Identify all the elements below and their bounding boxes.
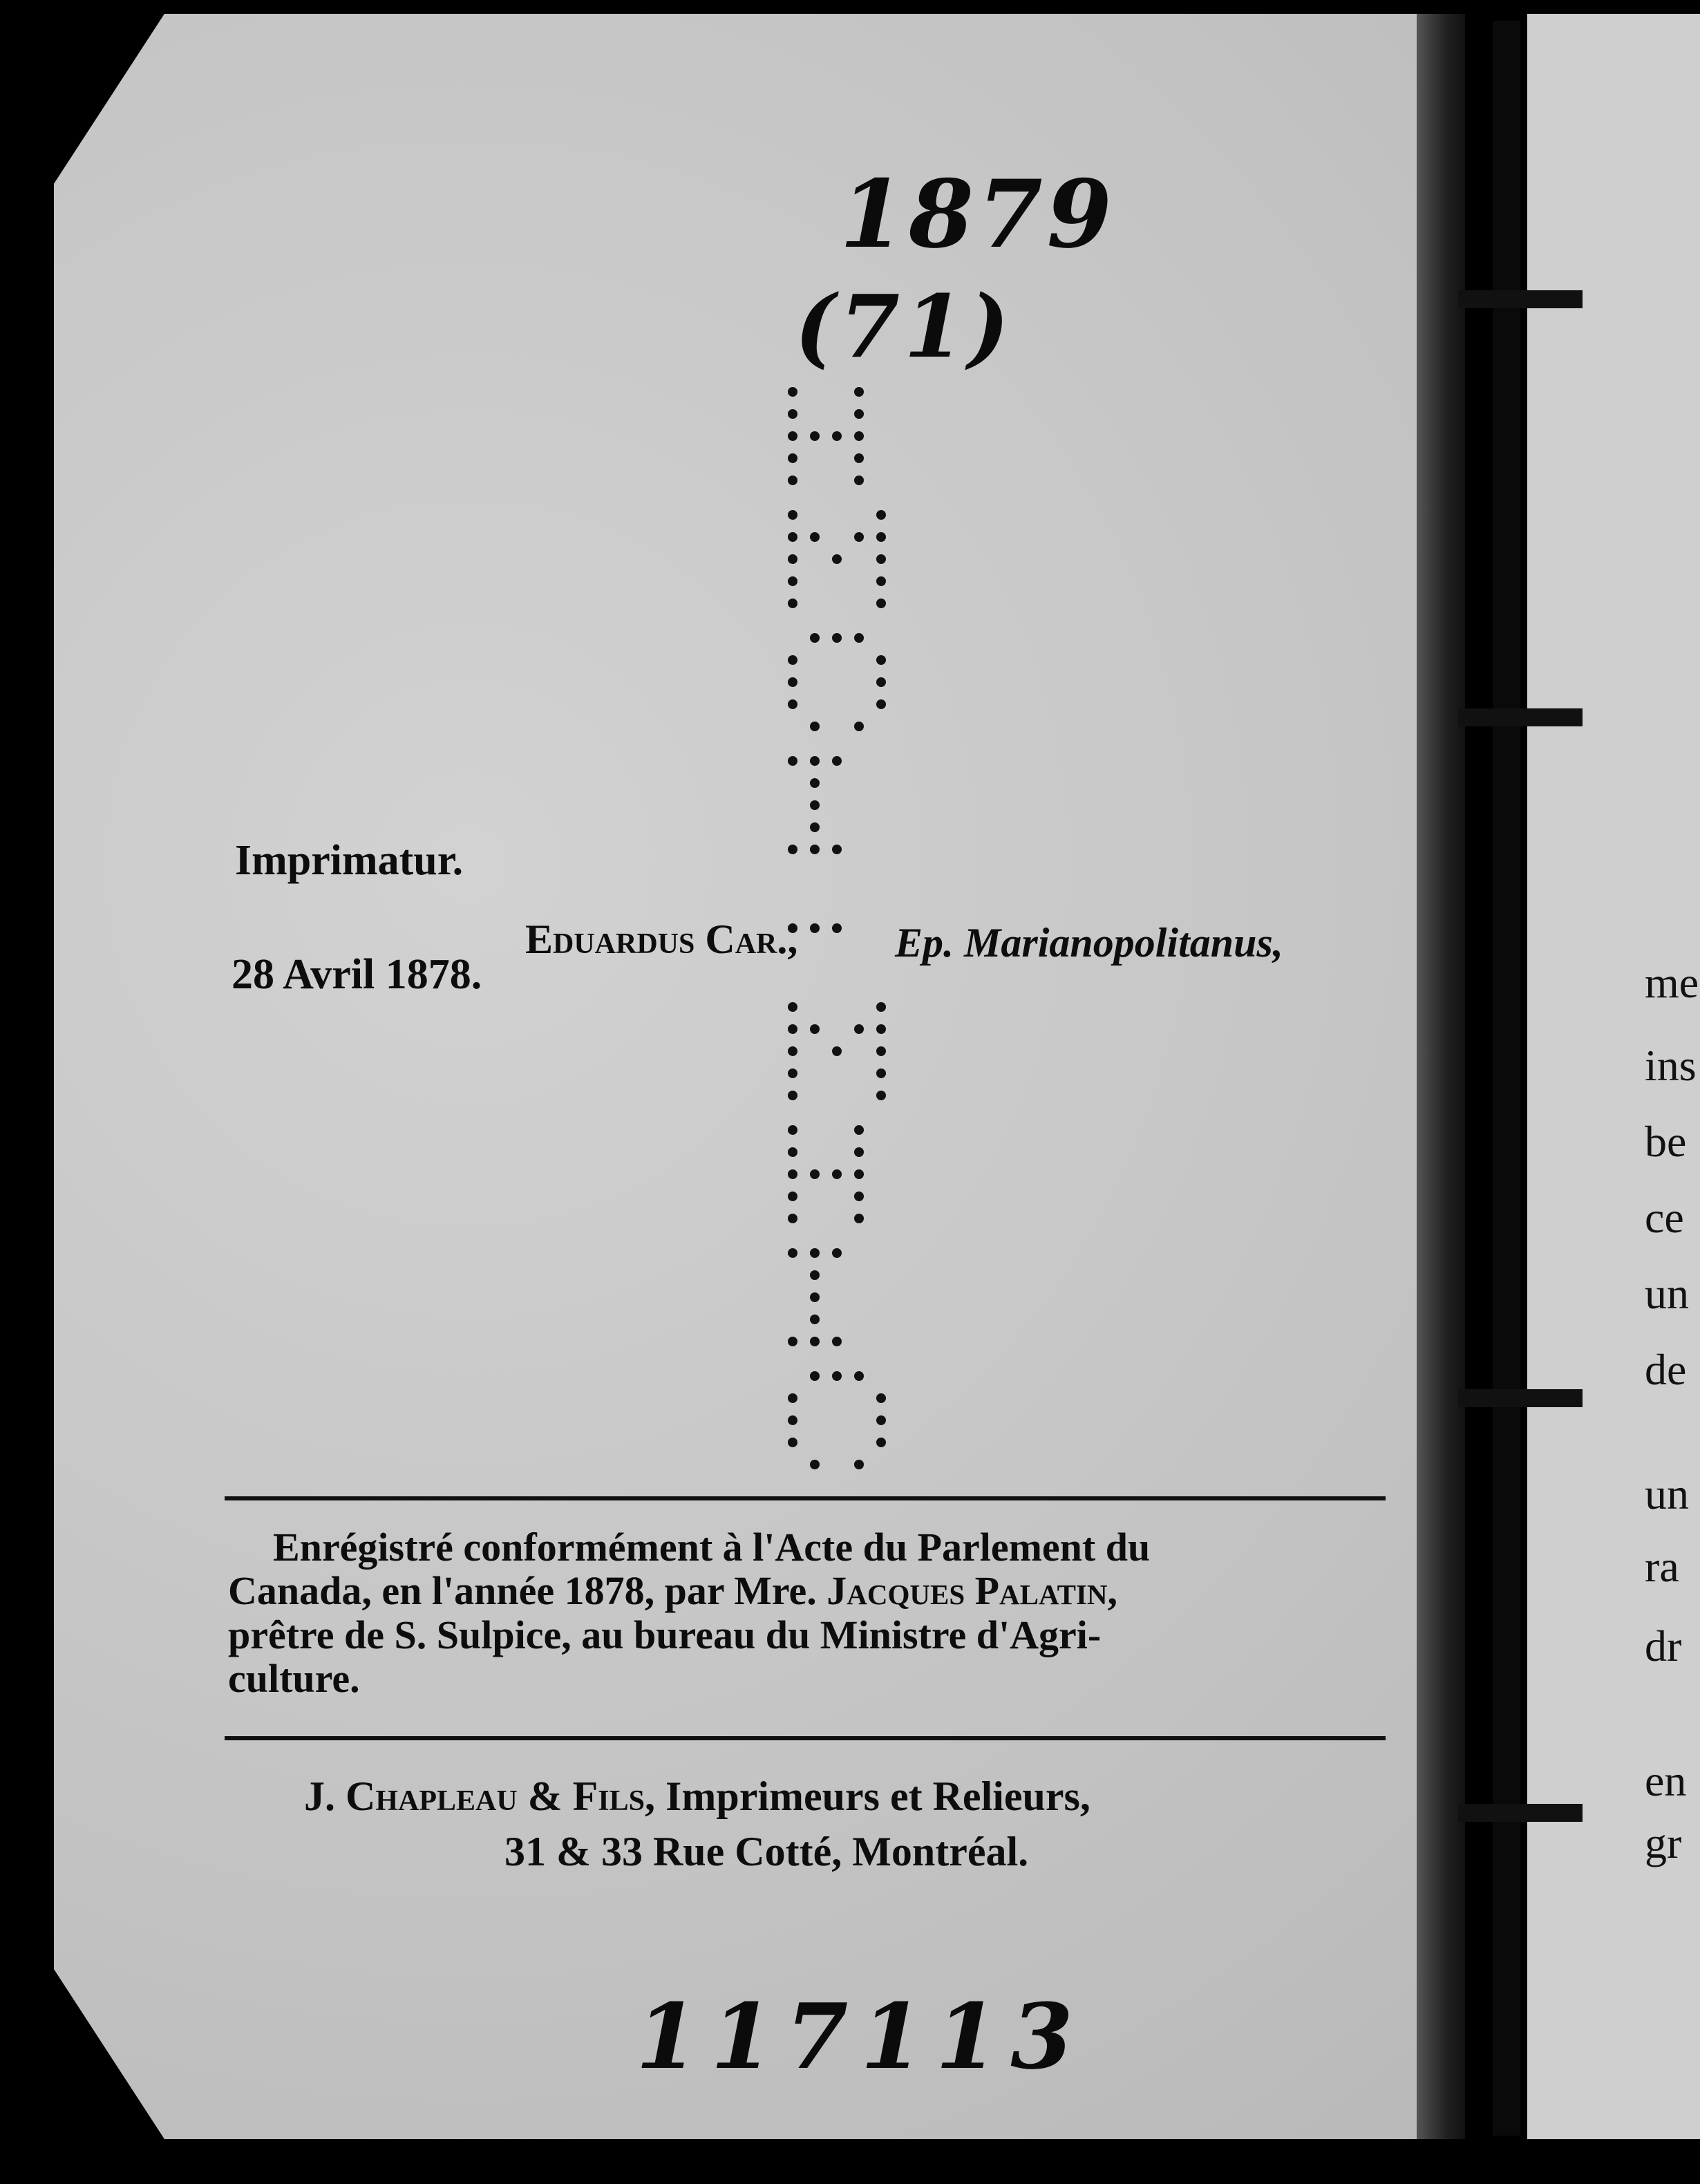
perforation-dot	[788, 1147, 797, 1157]
perforation-dot	[810, 633, 820, 643]
adjacent-page-fragment: ins	[1645, 1041, 1697, 1090]
perforation-dot	[788, 1125, 797, 1135]
perforation-dot	[876, 1393, 886, 1403]
perforation-dot	[876, 1438, 886, 1447]
perforation-dot	[876, 1069, 886, 1078]
perforation-dot	[788, 1248, 797, 1258]
perforation-dot	[876, 1002, 886, 1012]
registration-line-2-start: Canada, en l'année 1878, par Mre.	[228, 1568, 817, 1613]
perforation-dot	[788, 409, 797, 419]
perforation-dot	[876, 699, 886, 709]
perforation-dot	[876, 510, 886, 520]
perforation-dot	[854, 431, 864, 441]
perforation-dot	[788, 1091, 797, 1100]
adjacent-page-fragment: gr	[1645, 1818, 1682, 1867]
binding-stitch	[1458, 1389, 1583, 1407]
perforation-dot	[810, 822, 820, 832]
perforation-dot	[810, 756, 820, 766]
perforation-dot	[810, 1270, 820, 1280]
imprimatur-date: 28 Avril 1878.	[232, 951, 482, 998]
perforation-dot	[854, 722, 864, 731]
perforation-dot	[788, 1046, 797, 1056]
perforation-dot	[810, 1024, 820, 1034]
perforation-dot	[854, 1024, 864, 1034]
adjacent-page-fragment: dr	[1645, 1621, 1682, 1670]
perforation-dot	[788, 510, 797, 520]
perforation-dot	[854, 387, 864, 397]
perforation-dot	[788, 1337, 797, 1346]
perforation-dot	[876, 576, 886, 586]
perforation-dot	[788, 756, 797, 766]
perforation-dot	[854, 1371, 864, 1381]
perforation-dot	[876, 554, 886, 564]
perforation-dot	[832, 554, 842, 564]
perforation-dot	[788, 532, 797, 542]
perforation-dot	[832, 1169, 842, 1179]
adjacent-page-fragment: un	[1645, 1469, 1689, 1518]
perforation-dot	[876, 1415, 886, 1425]
perforation-dot	[810, 1248, 820, 1258]
perforation-dot	[810, 1169, 820, 1179]
registrant-name: Jacques Palatin,	[827, 1568, 1117, 1613]
perforation-dot	[788, 387, 797, 397]
perforation-dot	[788, 1069, 797, 1078]
perforation-dot	[876, 677, 886, 687]
perforation-dot	[810, 722, 820, 731]
perforation-dot	[810, 800, 820, 810]
perforation-dot	[788, 699, 797, 709]
perforation-dot	[788, 677, 797, 687]
perforation-dot	[854, 1125, 864, 1135]
perforation-dot	[854, 476, 864, 485]
divider-bottom	[225, 1736, 1386, 1740]
printer-line-1	[304, 1773, 1090, 1820]
adjacent-page-fragment: un	[1645, 1269, 1689, 1318]
printer-trade: Imprimeurs et Relieurs,	[665, 1773, 1090, 1819]
signatory-title: Ep. Marianopolitanus,	[895, 920, 1283, 966]
perforation-dot	[832, 1248, 842, 1258]
registration-line-4: culture.	[228, 1656, 360, 1701]
perforation-dot	[788, 453, 797, 463]
adjacent-page-fragment: en	[1645, 1756, 1687, 1805]
registration-line-3: prêtre de S. Sulpice, au bureau du Ministre d'Agri-	[228, 1612, 1102, 1657]
perforation-dot	[832, 1046, 842, 1056]
perforation-dot	[810, 1460, 820, 1469]
perforation-dot	[788, 1438, 797, 1447]
binding-stitch	[1458, 708, 1583, 726]
perforation-dot	[854, 1169, 864, 1179]
perforation-dot	[788, 845, 797, 854]
perforation-dot	[810, 1315, 820, 1324]
binding-stitch	[1458, 1804, 1583, 1822]
divider-top	[225, 1496, 1386, 1500]
adjacent-page-fragment: de	[1645, 1345, 1687, 1394]
registration-line-2	[228, 1568, 1117, 1614]
perforation-dot	[788, 1169, 797, 1179]
adjacent-page-fragment: me	[1645, 958, 1699, 1007]
perforation-dot	[810, 923, 820, 933]
perforation-dot	[832, 633, 842, 643]
printer-line-2: 31 & 33 Rue Cotté, Montréal.	[504, 1829, 1029, 1874]
perforation-dot	[832, 431, 842, 441]
perforation-dot	[788, 1024, 797, 1034]
perforation-dot	[810, 1337, 820, 1346]
perforation-dot	[854, 1460, 864, 1469]
handwritten-catalog-number: 117113	[636, 1984, 1086, 2089]
perforation-dot	[810, 778, 820, 788]
perforation-dot	[832, 1337, 842, 1346]
perforation-dot	[876, 1091, 886, 1100]
perforation-dot	[788, 1393, 797, 1403]
perforation-dot	[854, 633, 864, 643]
perforation-dot	[810, 1371, 820, 1381]
perforation-dot	[832, 1371, 842, 1381]
perforation-dot	[788, 1415, 797, 1425]
registration-line-1: Enrégistré conformément à l'Acte du Parlement du	[273, 1525, 1151, 1570]
perforation-dot	[854, 1214, 864, 1223]
adjacent-page-fragment: be	[1645, 1117, 1687, 1166]
perforation-dot	[876, 655, 886, 665]
perforation-dot	[788, 431, 797, 441]
perforation-dot	[788, 1192, 797, 1201]
perforation-dot	[788, 1002, 797, 1012]
perforation-dot	[854, 409, 864, 419]
handwritten-number: (71)	[795, 276, 1014, 377]
imprimatur-label: Imprimatur.	[235, 837, 464, 884]
perforation-dot	[854, 1147, 864, 1157]
perforation-dot	[810, 1292, 820, 1302]
perforation-dot	[832, 923, 842, 933]
perforation-dot	[810, 845, 820, 854]
binding-stitch	[1458, 290, 1583, 308]
perforation-dot	[788, 554, 797, 564]
perforation-dot	[854, 1192, 864, 1201]
perforation-dot	[788, 476, 797, 485]
adjacent-page-fragment: ra	[1645, 1542, 1679, 1591]
adjacent-page-fragment: ce	[1645, 1193, 1684, 1242]
printer-name: J. Chapleau & Fils,	[304, 1773, 656, 1819]
handwritten-year: 1879	[840, 159, 1116, 269]
perforation-dot	[876, 1046, 886, 1056]
signatory-name: Eduardus Car.,	[525, 916, 798, 962]
perforation-dot	[788, 655, 797, 665]
perforation-dot	[854, 453, 864, 463]
perforation-dot	[832, 756, 842, 766]
perforation-dot	[788, 1214, 797, 1223]
perforation-dot	[788, 599, 797, 608]
perforation-dot	[854, 532, 864, 542]
perforation-dot	[876, 599, 886, 608]
perforation-dot	[788, 576, 797, 586]
perforation-dot	[876, 532, 886, 542]
perforation-dot	[810, 431, 820, 441]
perforation-dot	[832, 845, 842, 854]
perforation-dot	[876, 1024, 886, 1034]
perforation-dot	[810, 532, 820, 542]
